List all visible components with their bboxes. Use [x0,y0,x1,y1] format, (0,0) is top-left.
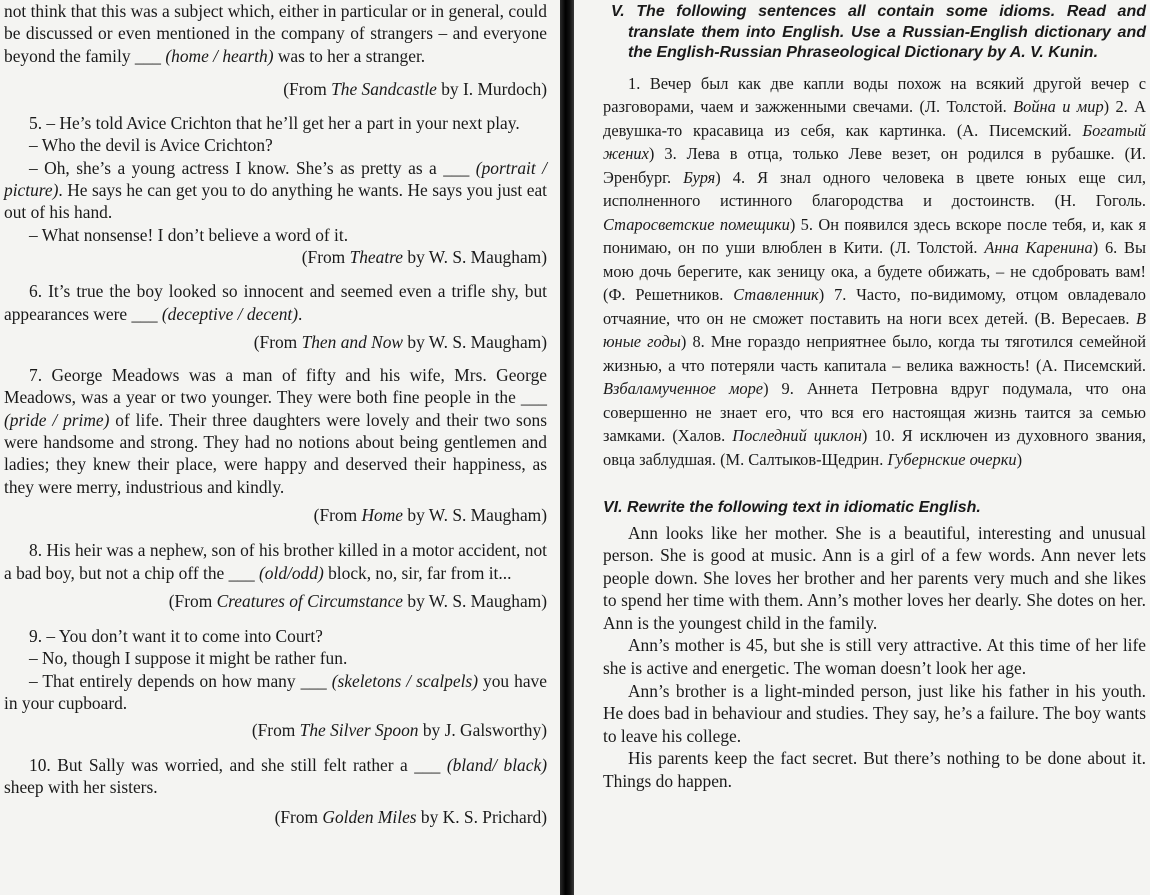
italic-run: В юные годы [603,308,1146,351]
text-run: 9. – You don’t want it to come into Court? [29,626,323,647]
text-run: – No, though I suppose it might be rather fun. [29,648,348,669]
text-run: ___ [520,387,547,408]
text-run: ___ [134,45,166,66]
text-run: 7. George Meadows was a man of fifty and his wife, Mrs. George Meadows, was a year or two younger. They were both fine people in the [4,365,547,408]
exercise-item-8 [4,539,547,584]
italic-run: (deceptive / decent) [161,303,299,324]
text-run: 5. – He’s told Avice Crichton that he’ll get her a part in your next play. [29,113,520,134]
exercise-item-4-tail [4,0,547,67]
exercise-item-10 [4,754,547,799]
text-run: block, no, sir, far from it... [323,562,512,583]
text-run: ___ [300,670,332,691]
italic-run: Взбаламученное море [603,379,764,398]
exercise-vi-paragraph: Ann’s brother is a light-minded person, just like his father in his youth. He does bad in behaviour and studies. They say, he’s a failure. The boy wants to leave his college. [603,680,1146,746]
text-run: . He says he can get you to do anything he wants. He says you just eat out of his hand. [4,180,547,223]
text-run: of life. Their three daughters were lovely and their two sons were handsome and strong. They had no notions about being gentlemen and ladies; they knew their place, were happy and deserved their happiness, as they were merry, industrious and kindly. [4,409,547,497]
italic-run: Ставленник [733,285,819,304]
source-citation: (From Creatures of Circumstance by W. S. Maugham) [168,590,547,611]
italic-run: (skeletons / scalpels) [331,670,478,691]
italic-run: (old/odd) [259,562,324,583]
text-run: ) 9. Аннета Петровна вдруг подумала, что она совершенно не знает его, что вся его настоящая жизнь таится за семью замками. (Халов. [603,379,1146,445]
right-column [603,0,1146,793]
text-run: – Oh, she’s a young actress I know. She’s as pretty as a [29,157,444,178]
source-citation: (From The Sandcastle by I. Murdoch) [283,78,547,99]
italic-run: (pride / prime) [4,409,110,430]
italic-run: Буря [683,167,716,187]
text-run: ) 7. Часто, по-видимому, отцом овладевало отчаяние, что он не сможет поставить на ноги всех детей. (В. Вересаев. [603,285,1147,328]
exercise-item-9-line [4,670,547,715]
exercise-vi-paragraph: Ann looks like her mother. She is a beautiful, interesting and unusual person. She is good at music. Ann is a girl of a few words. Ann never lets people down. She loves her brother and her parents very much and she likes to spend her time with them. Ann’s mother loves her dearly. She dotes on her. Ann is the youngest child in the family. [603,522,1146,633]
italic-run: (portrait / picture) [4,157,548,201]
source-citation: (From Then and Now by W. S. Maugham) [253,331,547,352]
source-citation: (From Home by W. S. Maugham) [313,504,547,525]
exercise-item-5-line [4,224,547,246]
italic-run: Богатый жених [603,120,1146,163]
exercise-item-9-line [4,625,547,647]
exercise-item-9-line [4,647,547,669]
exercise-vi-paragraph: His parents keep the fact secret. But there’s nothing to be done about it. Things do happen. [603,748,1146,792]
exercise-item-6 [4,280,547,325]
page-gutter [560,0,574,895]
italic-run: Война и мир [1013,97,1104,116]
exercise-item-5-line [4,134,547,156]
text-run: ) 5. Он появился здесь вскоре после тебя, и, как я понимаю, он по уши влюблен в Кити. (Л. Толстой. [603,214,1147,257]
text-run: ) [1016,449,1023,469]
italic-run: Анна Каренина [984,238,1093,257]
text-run: . [298,303,303,324]
source-citation: (From Golden Miles by K. S. Prichard) [274,807,547,828]
text-run: you have in your cupboard. [4,670,547,714]
text-run: ___ [131,303,162,324]
text-run: – Who the devil is Avice Crichton? [29,135,273,156]
text-run: ) 8. Мне гораздо неприятнее было, когда ты тяготился семейной жизнью, а что потеряли часть капитала – велика важность! (А. Писемский. [603,332,1146,375]
text-run: ) 2. А девушка-то красавица из себя, как картинка. (А. Писемский. [603,97,1146,140]
text-run: 10. But Sally was worried, and she still felt rather a [29,754,415,775]
italic-run: Губернские очерки [887,449,1017,469]
exercise-item-5-line [4,112,547,134]
source-citation: (From Theatre by W. S. Maugham) [301,246,547,267]
italic-run: (home / hearth) [165,45,274,66]
exercise-vi-paragraph: Ann’s mother is 45, but she is still very attractive. At this time of her life she is active and energetic. The woman doesn’t look her age. [603,635,1146,679]
text-run: ) 4. Я знал одного человека в цвете юных еще сил, исполненного истинного благородства и достоинств. (Н. Гоголь. [603,167,1146,210]
text-run: ) 10. Я исключен из духовного звания, овца заблудшая. (М. Салтыков-Щедрин. [603,426,1146,469]
text-run: was to her a stranger. [273,45,426,66]
text-run: ___ [228,562,260,583]
source-citation: (From The Silver Spoon by J. Galsworthy) [251,720,547,741]
text-run: ) 3. Лева в отца, только Леве везет, он родился в рубашке. (И. Эренбург. [603,144,1146,187]
exercise-item-5-line [4,157,547,224]
text-run: ___ [414,754,447,775]
italic-run: Старосветские помещики [603,214,790,234]
exercise-v-heading: V. The following sentences all contain some idioms. Read and translate them into English. Use a Russian-English dictionary and the English-Russian Phraseological Dictionary by A. V. Kunin. [611,3,1147,61]
text-run: 1. Вечер был как две капли воды похож на всякий другой вечер с разговорами, чаем и зажженными свечами. (Л. Толстой. [603,73,1146,116]
left-column [4,0,547,829]
text-run: ___ [443,157,476,178]
italic-run: Последний циклон [732,426,862,445]
text-run: 8. His heir was a nephew, son of his brother killed in a motor accident, not a bad boy, but not a chip off the [4,540,547,583]
text-run: ) 6. Вы мою дочь берегите, как зеницу ока, а будете обижать, – не сдобровать вам! (Ф. Решетников. [603,238,1146,304]
text-run: – What nonsense! I don’t believe a word of it. [29,224,349,245]
exercise-item-7 [4,364,547,498]
exercise-vi-heading: VI. Rewrite the following text in idiomatic English. [603,499,981,516]
exercise-v-sentences [603,72,1146,472]
text-run: not think that this was a subject which, either in particular or in general, could be discussed or even mentioned in the company of strangers – and everyone beyond the family [4,1,547,66]
text-run: sheep with her sisters. [4,776,158,797]
text-run: 6. It’s true the boy looked so innocent and seemed even a trifle shy, but appearances were [4,281,547,324]
text-run: – That entirely depends on how many [29,670,301,691]
italic-run: (bland/ black) [446,754,547,775]
